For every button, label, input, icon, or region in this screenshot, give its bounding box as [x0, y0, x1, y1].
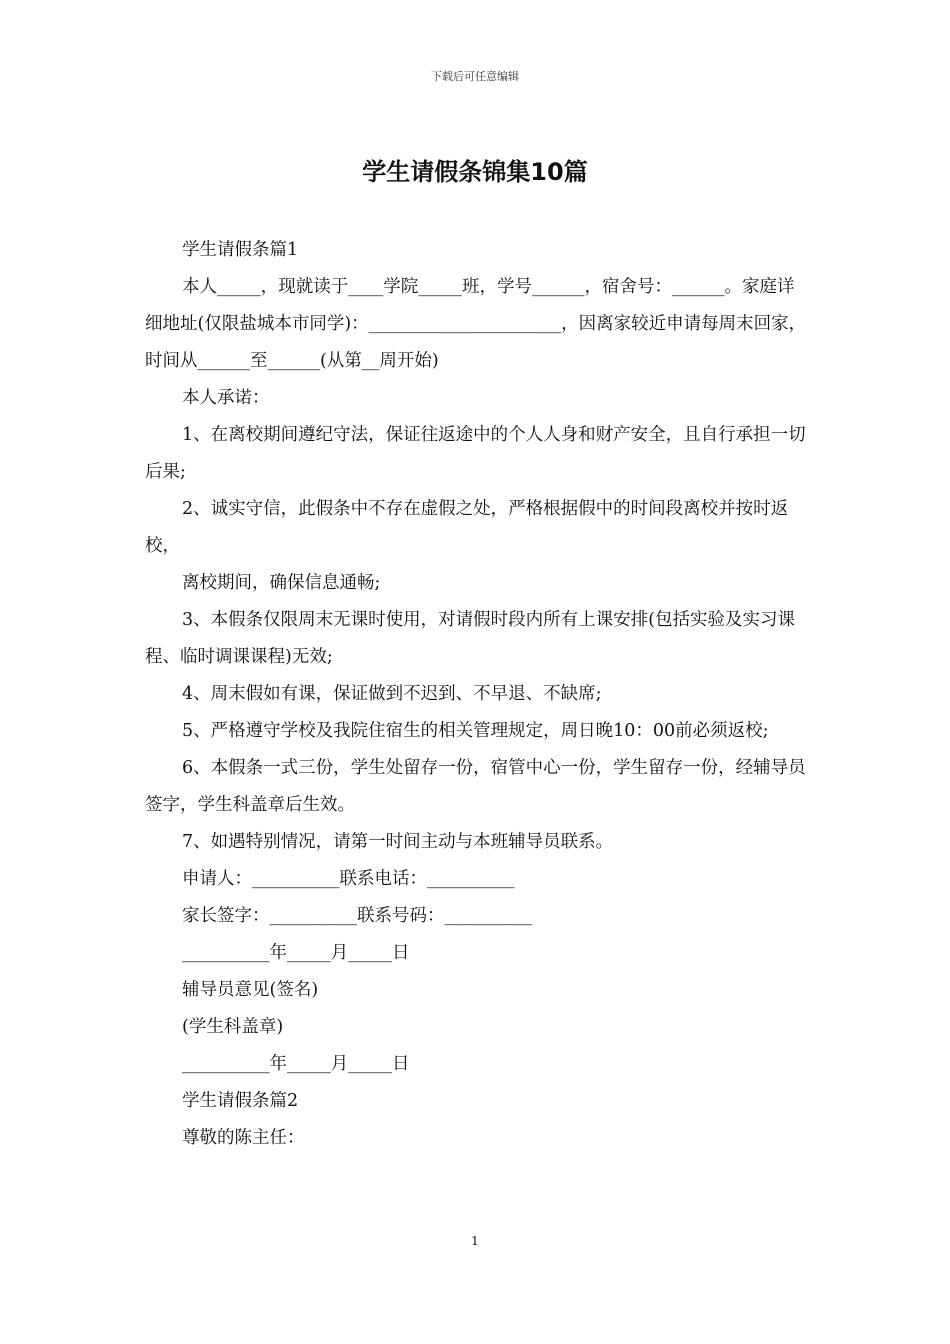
date-line: __________年_____月_____日: [182, 1054, 410, 1074]
counselor-opinion-line: 辅导员意见(签名): [182, 980, 319, 1000]
body-paragraph: 6、本假条一式三份，学生处留存一份，宿管中心一份，学生留存一份，经辅导员签字，学生科盖章后生效。: [145, 758, 806, 815]
body-paragraph: 7、如遇特别情况，请第一时间主动与本班辅导员联系。: [182, 832, 614, 852]
body-paragraph: 5、严格遵守学校及我院住宿生的相关管理规定，周日晚10：00前必须返校;: [182, 721, 769, 741]
applicant-line: 申请人：__________联系电话：__________: [182, 869, 515, 889]
body-paragraph: 1、在离校期间遵纪守法，保证往返途中的个人人身和财产安全，且自行承担一切后果;: [145, 425, 806, 482]
body-paragraph: 4、周末假如有课，保证做到不迟到、不早退、不缺席;: [182, 684, 602, 704]
body-paragraph: 本人_____，现就读于____学院_____班，学号______，宿舍号：______。家庭详细地址(仅限盐城本市同学)：______________________，因离家较近申请每周末回家，时间从______至______(从第__周开始): [145, 277, 807, 371]
parent-signature-line: 家长签字：__________联系号码：__________: [182, 906, 532, 926]
date-line: __________年_____月_____日: [182, 943, 410, 963]
section-heading: 学生请假条篇1: [182, 240, 299, 260]
body-paragraph: 本人承诺：: [182, 388, 270, 408]
document-body: [145, 232, 807, 1157]
body-paragraph: 3、本假条仅限周末无课时使用，对请假时段内所有上课安排(包括实验及实习课程、临时调课课程)无效;: [145, 610, 795, 667]
salutation: 尊敬的陈主任：: [182, 1128, 305, 1148]
header-note: 下载后可任意编辑: [431, 70, 519, 83]
body-paragraph: 2、诚实守信，此假条中不存在虚假之处，严格根据假中的时间段离校并按时返校，: [145, 499, 789, 556]
section-heading: 学生请假条篇2: [182, 1091, 299, 1111]
body-paragraph: 离校期间，确保信息通畅;: [182, 573, 381, 593]
stamp-line: (学生科盖章): [182, 1017, 284, 1037]
document-title: 学生请假条锦集10篇: [362, 158, 588, 186]
page-number: 1: [471, 1234, 479, 1248]
